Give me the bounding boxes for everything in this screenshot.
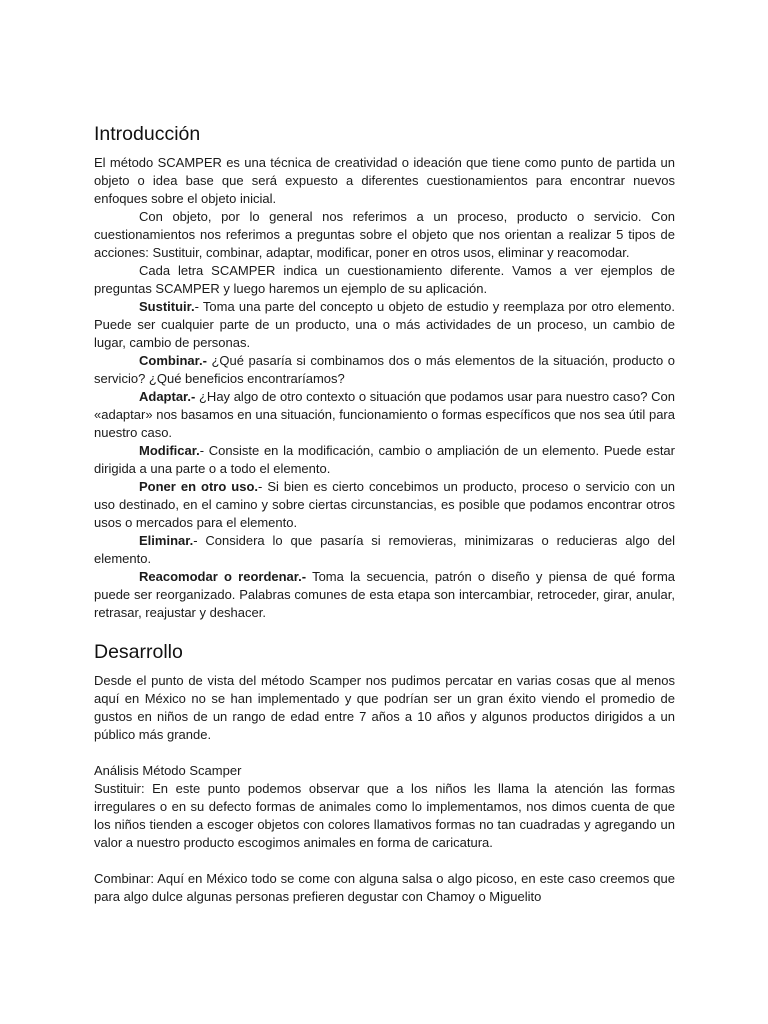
- item-term: Sustituir.: [139, 299, 195, 314]
- scamper-item-modificar: [94, 442, 675, 478]
- item-text: Toma la secuencia, patrón o diseño y piensa de qué forma puede ser reorganizado. Palabras comunes de esta etapa son intercambiar, retroceder, girar, anular, retrasar, reajustar y deshacer.: [94, 569, 676, 620]
- item-text: - Si bien es cierto concebimos un producto, proceso o servicio con un uso destinado, en el camino y sobre ciertas circunstancias, es posible que podamos encontrar otros usos o mercados para el elemento.: [94, 479, 675, 530]
- scamper-item-combinar: [94, 352, 675, 388]
- item-term: Adaptar.-: [139, 389, 196, 404]
- scamper-item-eliminar: [94, 532, 675, 568]
- intro-paragraph-2: Con objeto, por lo general nos referimos a un proceso, producto o servicio. Con cuestionamientos nos referimos a preguntas sobre el objeto que nos orientan a realizar 5 tipos de acciones: Sustituir, combinar, adaptar, modificar, poner en otros usos, eliminar y reacomodar.: [94, 209, 675, 260]
- item-text: - Toma una parte del concepto u objeto de estudio y reemplaza por otro elemento. Puede ser cualquier parte de un producto, una o más actividades de un proceso, un cambio de lugar, cambio de personas.: [94, 299, 675, 350]
- analysis-title: Análisis Método Scamper: [94, 763, 242, 778]
- item-text: ¿Qué pasaría si combinamos dos o más elementos de la situación, producto o servicio? ¿Qué beneficios encontraríamos?: [94, 353, 675, 386]
- development-paragraph-1: Desde el punto de vista del método Scamper nos pudimos percatar en varias cosas que al menos aquí en México no se han implementado y que podrían ser un gran éxito viendo el promedio de gustos en niños de un rango de edad entre 7 años a 10 años y algunos productos dirigidos a un público más grande.: [94, 673, 675, 742]
- intro-paragraph-3: Cada letra SCAMPER indica un cuestionamiento diferente. Vamos a ver ejemplos de preguntas SCAMPER y luego haremos un ejemplo de su aplicación.: [94, 263, 675, 296]
- item-term: Eliminar.: [139, 533, 194, 548]
- item-text: ¿Hay algo de otro contexto o situación que podamos usar para nuestro caso? Con «adaptar» nos basamos en una situación, funcionamiento o formas específicos que nos sea útil para nuestro caso.: [94, 389, 675, 440]
- development-paragraph-3: Combinar: Aquí en México todo se come con alguna salsa o algo picoso, en este caso creemos que para algo dulce algunas personas prefieren degustar con Chamoy o Miguelito: [94, 871, 675, 904]
- item-term: Combinar.-: [139, 353, 207, 368]
- scamper-item-adaptar: [94, 388, 675, 442]
- development-heading: Desarrollo: [94, 641, 183, 663]
- intro-paragraph-1: El método SCAMPER es una técnica de creatividad o ideación que tiene como punto de partida un objeto o idea base que será expuesto a diferentes cuestionamientos para encontrar nuevos enfoques sobre el objeto inicial.: [94, 155, 675, 206]
- item-text: - Considera lo que pasaría si removieras, minimizaras o reducieras algo del elemento.: [94, 533, 675, 566]
- scamper-item-sustituir: [94, 298, 675, 352]
- item-term: Reacomodar o reordenar.-: [139, 569, 307, 584]
- scamper-item-reacomodar: [94, 568, 675, 622]
- development-paragraph-2: Sustituir: En este punto podemos observar que a los niños les llama la atención las formas irregulares o en su defecto formas de animales como lo implementamos, nos dimos cuenta de que los niños tienden a escoger objetos con colores llamativos formas no tan cuadradas y agregando un valor a nuestro producto escogimos animales en forma de caricatura.: [94, 781, 675, 850]
- introduction-heading: Introducción: [94, 123, 201, 145]
- document-content: [94, 122, 675, 906]
- item-term: Poner en otro uso.: [139, 479, 259, 494]
- scamper-item-poner-en-otro-uso: [94, 478, 675, 532]
- item-text: - Consiste en la modificación, cambio o ampliación de un elemento. Puede estar dirigida a una parte o a todo el elemento.: [94, 443, 675, 476]
- item-term: Modificar.: [139, 443, 200, 458]
